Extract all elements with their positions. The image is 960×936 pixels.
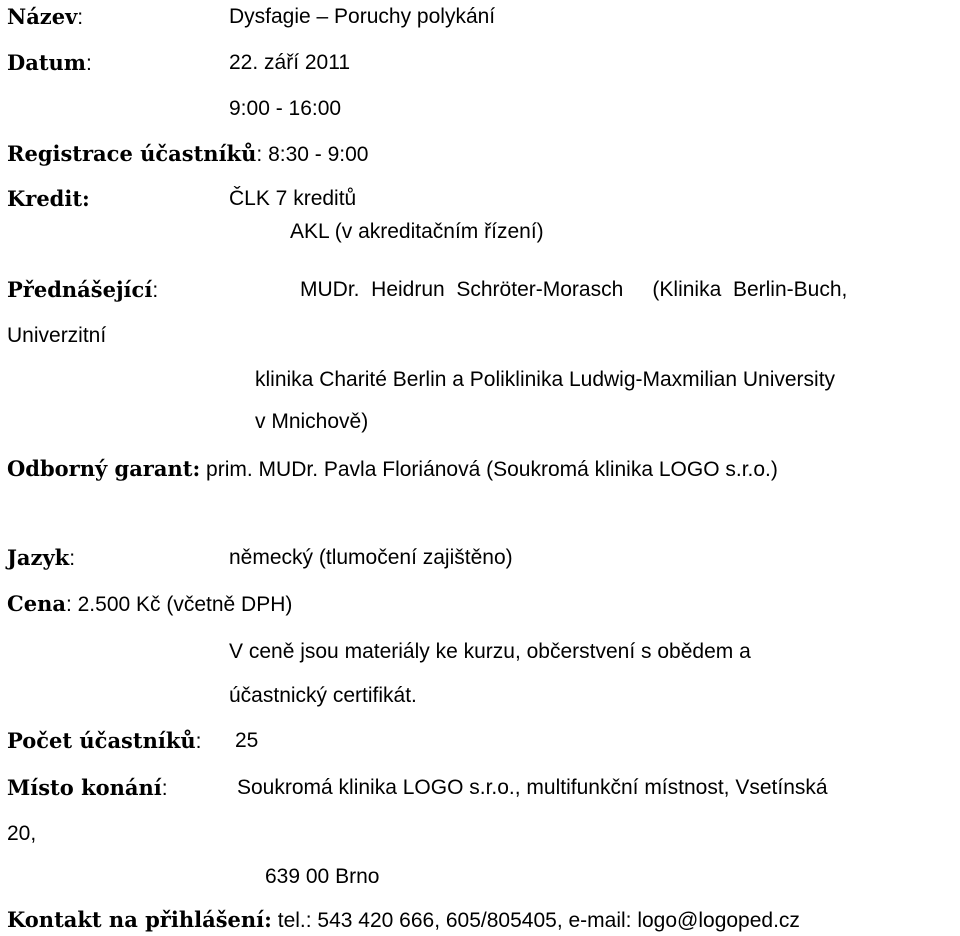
value-jazyk: německý (tlumočení zajištěno) <box>229 546 513 569</box>
label-pocet-colon: : <box>195 730 202 753</box>
value-kredit-akl: AKL (v akreditačním řízení) <box>290 220 544 243</box>
value-nazev: Dysfagie – Poruchy polykání <box>229 5 496 28</box>
field-misto <box>7 776 168 801</box>
label-datum-colon: : <box>86 52 92 75</box>
label-nazev: Název <box>7 4 78 29</box>
field-pocet <box>7 729 202 754</box>
field-prednasejici <box>7 278 158 303</box>
field-nazev <box>7 5 83 30</box>
value-misto-line3: 639 00 Brno <box>265 865 380 888</box>
field-datum <box>7 51 92 76</box>
value-misto-line2: 20, <box>7 822 37 845</box>
label-nazev-colon: : <box>77 6 84 29</box>
value-cena: : 2.500 Kč (včetně DPH) <box>65 593 293 616</box>
label-pocet: Počet účastníků <box>7 728 196 753</box>
label-datum: Datum <box>7 50 87 75</box>
value-cena-note1: V ceně jsou materiály ke kurzu, občerstvení s obědem a <box>229 640 751 663</box>
value-prednasejici-line4: v Mnichově) <box>255 410 369 433</box>
value-pocet: 25 <box>235 729 259 752</box>
label-prednasejici-colon: : <box>152 279 159 302</box>
field-cena <box>7 592 292 617</box>
label-garant: Odborný garant: <box>7 456 201 481</box>
label-kredit: Kredit: <box>7 186 90 211</box>
label-jazyk-colon: : <box>69 547 76 570</box>
value-garant: prim. MUDr. Pavla Floriánová (Soukromá klinika LOGO s.r.o.) <box>206 458 778 481</box>
label-misto-colon: : <box>161 777 168 800</box>
value-kontakt: tel.: 543 420 666, 605/805405, e-mail: logo@logoped.cz <box>277 909 800 932</box>
field-jazyk <box>7 546 75 571</box>
label-kontakt: Kontakt na přihlášení: <box>7 907 272 932</box>
label-registrace: Registrace účastníků <box>7 141 257 166</box>
label-cena: Cena <box>7 591 66 616</box>
field-registrace <box>7 142 368 167</box>
label-jazyk: Jazyk <box>7 545 70 570</box>
value-prednasejici-line3: klinika Charité Berlin a Poliklinika Ludwig-Maxmilian University <box>255 368 836 391</box>
value-cas: 9:00 - 16:00 <box>229 97 342 120</box>
value-prednasejici-line2: Univerzitní <box>7 324 107 347</box>
field-garant <box>7 457 778 482</box>
value-cena-note2: účastnický certifikát. <box>229 684 417 707</box>
value-prednasejici-line1: MUDr. Heidrun Schröter-Morasch (Klinika Berlin-Buch, <box>300 278 848 301</box>
value-misto-line1: Soukromá klinika LOGO s.r.o., multifunkční místnost, Vsetínská <box>237 776 828 799</box>
field-kontakt <box>7 908 800 933</box>
label-misto: Místo konání <box>7 775 162 800</box>
value-kredit-clk: ČLK 7 kreditů <box>229 187 357 210</box>
value-datum: 22. září 2011 <box>229 51 351 74</box>
value-registrace: 8:30 - 9:00 <box>268 143 369 166</box>
label-registrace-colon: : <box>256 143 263 166</box>
label-prednasejici: Přednášející <box>7 277 153 302</box>
